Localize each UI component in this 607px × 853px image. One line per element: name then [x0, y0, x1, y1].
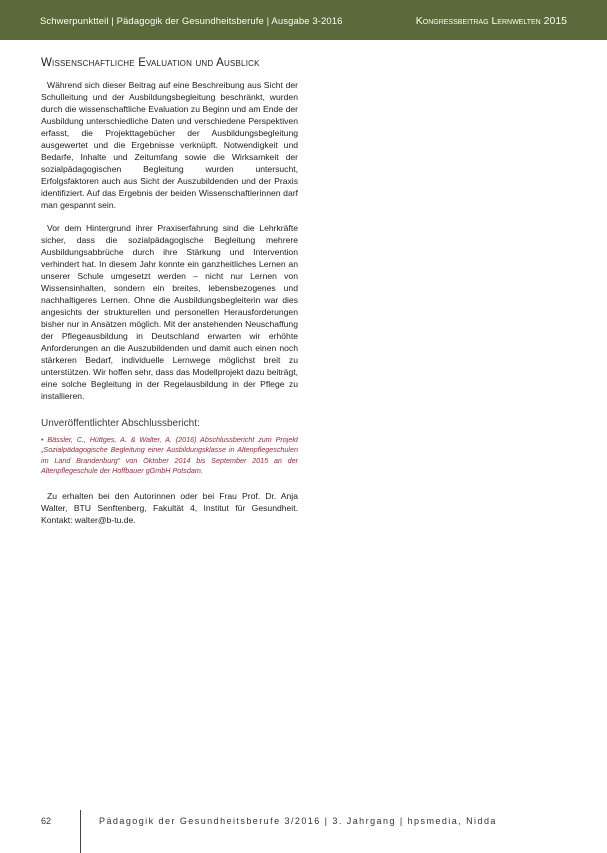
body-paragraph: Während sich dieser Beitrag auf eine Beschreibung aus Sicht der Schulleitung und der Ausbildungsbegleitung beschränkt, wurden durch die wissenschaftliche Evaluation zu Beginn und am Ende der Ausbildung unterschiedliche Daten und verschiedene Perspektiven erfasst, die Projekttagebücher der Ausbildungsbegleitung ausgewertet und die Ergebnisse verknüpft. Notwendigkeit und Bedarfe, Inhalte und Zeitumfang sowie die Wirksamkeit der sozialpädagogischen Begleitung wurden untersucht, Erfolgsfaktoren auch aus Sicht der Auszubildenden und der Praxis identifiziert. Auf das Ergebnis der beiden Wissenschaftlerinnen darf man gespannt sein. [41, 80, 298, 210]
article-column [41, 57, 298, 526]
page-number: 62 [41, 816, 52, 826]
contact-note: Zu erhalten bei den Autorinnen oder bei Frau Prof. Dr. Anja Walter, BTU Senftenberg, Fakultät 4, Institut für Gesundheit. Kontakt: walter@b-tu.de. [41, 491, 298, 526]
running-head-right: Kongressbeitrag Lernwelten 2015 [415, 15, 567, 27]
footer-publication-line: Pädagogik der Gesundheitsberufe 3/2016 | 3. Jahrgang | hpsmedia, Nidda [99, 816, 497, 826]
running-head-left: Schwerpunktteil | Pädagogik der Gesundheitsberufe | Ausgabe 3-2016 [40, 16, 343, 27]
page-header [0, 0, 607, 40]
section-title: Wissenschaftliche Evaluation und Ausblick [41, 57, 260, 69]
reference-item: • Bässler, C., Hüttges, A. & Walter, A. (2016) Abschlussbericht zum Projekt „Sozialpädagogische Begleitung einer Ausbildungsklasse in Altenpflegeschulen im Land Brandenburg“ von Oktober 2014 bis September 2015 an der Altenpflegeschule der Hoffbauer gGmbH Potsdam. [41, 435, 298, 475]
footer-divider [80, 810, 81, 853]
references-heading: Unveröffentlichter Abschlussbericht: [41, 418, 200, 429]
body-paragraph: Vor dem Hintergrund ihrer Praxiserfahrung sind die Lehrkräfte sicher, dass die sozialpädagogische Begleitung mehrere Ausbildungsabbrüche durch ihre Stärkung und Intervention verhindert hat. In diesem Jahr konnte ein ganzheitliches Lernen an unserer Schule umgesetzt werden – nicht nur Lernen von Wissensinhalten, sondern ein breites, lebensbezogenes und nachhaltigeres Lernen. Ohne die Ausbildungsbegleiterin war dies angesichts der strukturellen und personellen Herausforderungen bisher nur in Ansätzen möglich. Mit der anstehenden Neuschaffung der Pflegeausbildung in Deutschland erwarten wir erhöhte Anforderungen an die Auszubildenden und damit auch einen noch stärkeren Bedarf, individuelle Lernwege möglichst breit zu unterstützen. Wir hoffen sehr, dass das Modellprojekt dazu beiträgt, eine solche Begleitung in der Regelausbildung in der Pflege zu installieren. [41, 223, 298, 401]
